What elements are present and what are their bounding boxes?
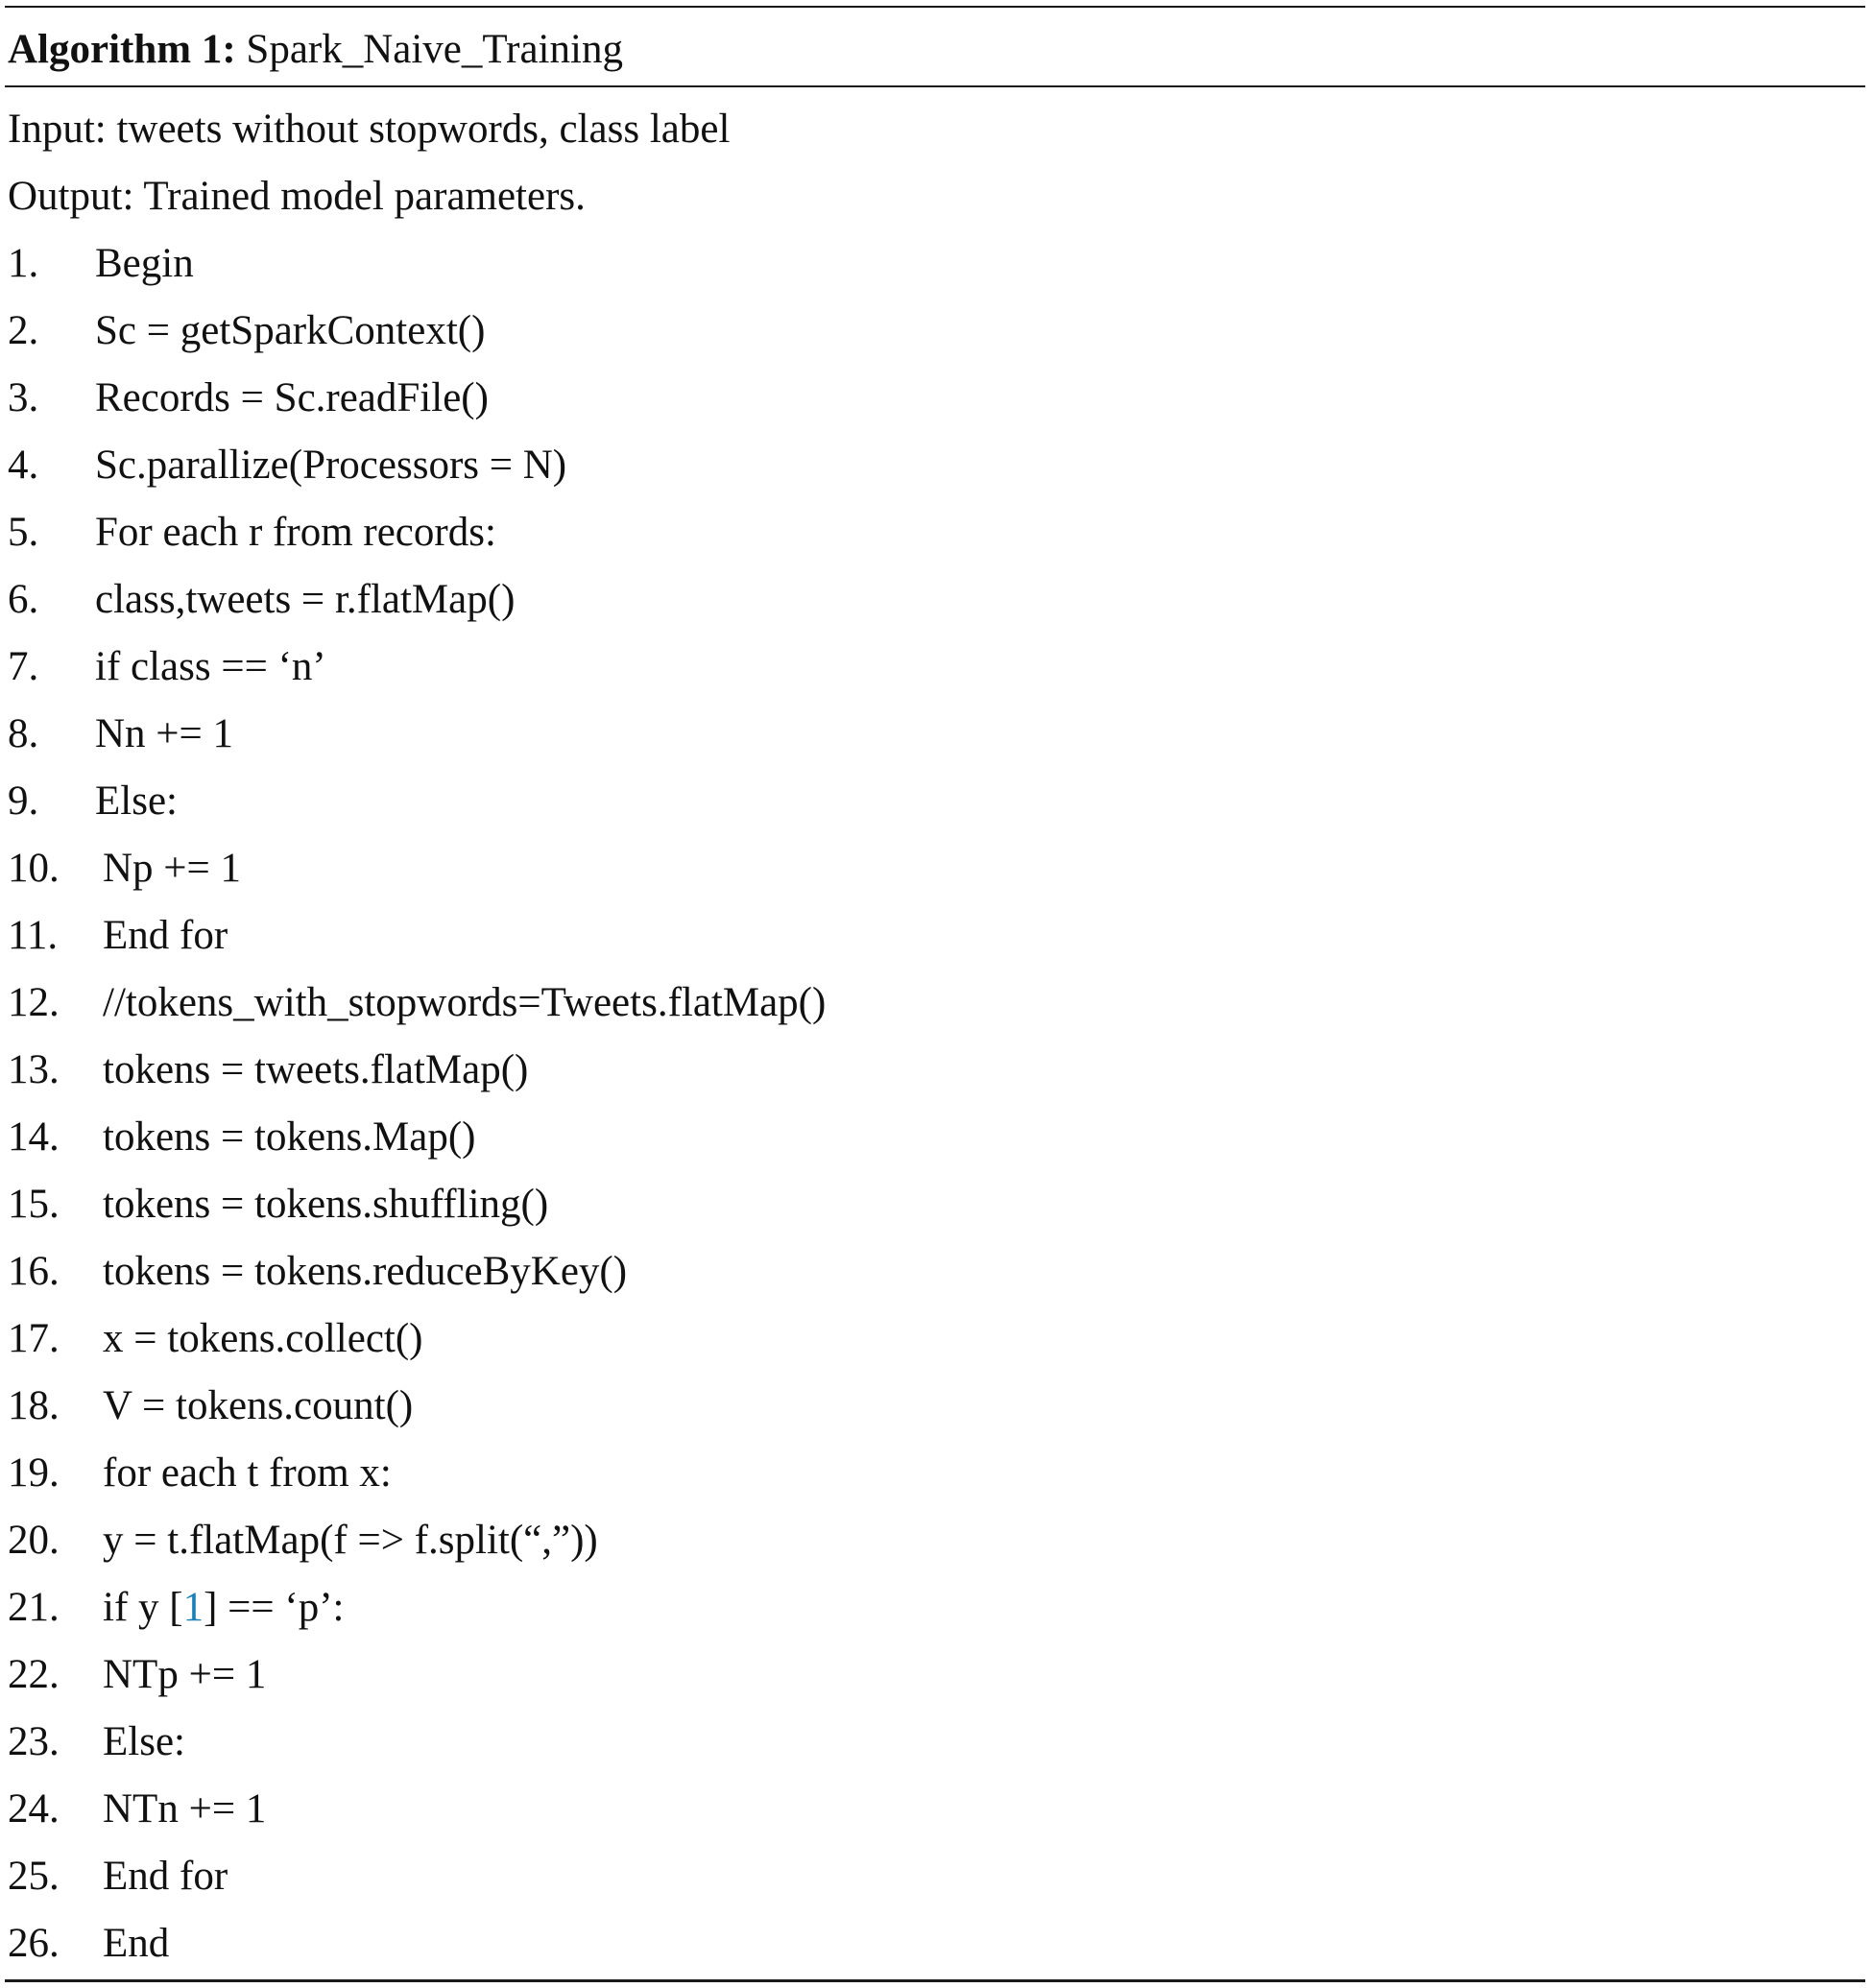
step-number: 1.	[8, 241, 39, 286]
step-text: Begin	[95, 241, 194, 286]
step-line	[8, 1238, 1860, 1305]
step-text: tokens = tokens.reduceByKey()	[103, 1249, 628, 1294]
step-text: End for	[103, 913, 228, 958]
step-number: 5.	[8, 510, 39, 555]
step-text: x = tokens.collect()	[103, 1316, 423, 1361]
step-line	[8, 1440, 1860, 1507]
step-text: Sc = getSparkContext()	[95, 308, 486, 353]
step-text: Else:	[103, 1719, 185, 1764]
step-number: 20.	[8, 1518, 60, 1563]
step-text: Records = Sc.readFile()	[95, 375, 489, 420]
step-line	[8, 1507, 1860, 1574]
output-line: Output: Trained model parameters.	[8, 174, 586, 219]
step-text-before: if y [	[103, 1585, 183, 1630]
step-line	[8, 902, 1860, 970]
step-line	[8, 1709, 1860, 1776]
step-line	[8, 365, 1860, 432]
bottom-rule	[5, 1979, 1865, 1982]
step-number: 21.	[8, 1585, 60, 1630]
step-line	[8, 1910, 1860, 1977]
step-number: 17.	[8, 1316, 60, 1361]
step-number: 23.	[8, 1719, 60, 1764]
step-line	[8, 1171, 1860, 1238]
step-line	[8, 499, 1860, 566]
step-number: 18.	[8, 1383, 60, 1428]
step-text-after: ] == ‘p’:	[204, 1585, 345, 1630]
step-text: //tokens_with_stopwords=Tweets.flatMap()	[103, 980, 827, 1025]
step-number: 6.	[8, 577, 39, 622]
step-line	[8, 835, 1860, 902]
reference-link[interactable]: 1	[182, 1585, 204, 1630]
algorithm-header	[8, 21, 623, 79]
input-line: Input: tweets without stopwords, class label	[8, 107, 731, 152]
step-number: 25.	[8, 1854, 60, 1899]
step-line	[8, 432, 1860, 499]
step-text: NTp += 1	[103, 1652, 267, 1697]
step-text: if class == ‘n’	[95, 644, 326, 689]
step-text: y = t.flatMap(f => f.split(“,”))	[103, 1518, 598, 1563]
step-text: tokens = tweets.flatMap()	[103, 1047, 529, 1092]
step-line	[8, 1776, 1860, 1843]
step-number: 9.	[8, 778, 39, 824]
step-text: class,tweets = r.flatMap()	[95, 577, 516, 622]
step-text	[103, 1574, 345, 1641]
step-number: 12.	[8, 980, 60, 1025]
step-number: 15.	[8, 1182, 60, 1227]
step-number: 7.	[8, 644, 39, 689]
step-line	[8, 1104, 1860, 1171]
step-text: For each r from records:	[95, 510, 496, 555]
step-line	[8, 701, 1860, 768]
step-text: End	[103, 1921, 170, 1966]
step-number: 4.	[8, 443, 39, 488]
step-line	[8, 768, 1860, 835]
step-line	[8, 566, 1860, 634]
step-text: Else:	[95, 778, 178, 824]
step-number: 8.	[8, 711, 39, 756]
step-number: 26.	[8, 1921, 60, 1966]
step-line	[8, 298, 1860, 365]
step-line	[8, 970, 1860, 1037]
step-text: NTn += 1	[103, 1786, 267, 1832]
algorithm-body	[8, 96, 1860, 1977]
step-text: tokens = tokens.shuffling()	[103, 1182, 549, 1227]
step-text: End for	[103, 1854, 228, 1899]
step-text: V = tokens.count()	[103, 1383, 414, 1428]
step-line	[8, 230, 1860, 298]
step-text: Nn += 1	[95, 711, 234, 756]
step-text: Sc.parallize(Processors = N)	[95, 443, 567, 488]
step-number: 22.	[8, 1652, 60, 1697]
step-text: Np += 1	[103, 846, 242, 891]
step-number: 19.	[8, 1450, 60, 1496]
step-line	[8, 1373, 1860, 1440]
step-line	[8, 1641, 1860, 1709]
step-number: 3.	[8, 375, 39, 420]
algorithm-name: Spark_Naive_Training	[246, 27, 623, 72]
step-number: 11.	[8, 913, 59, 958]
step-line	[8, 634, 1860, 701]
step-line	[8, 1305, 1860, 1373]
step-number: 14.	[8, 1114, 60, 1160]
step-number: 10.	[8, 846, 60, 891]
algorithm-label: Algorithm 1:	[8, 27, 236, 72]
step-line	[8, 1843, 1860, 1910]
step-line	[8, 1574, 1860, 1641]
top-rule	[5, 6, 1865, 8]
step-line	[8, 1037, 1860, 1104]
step-number: 24.	[8, 1786, 60, 1832]
step-text: for each t from x:	[103, 1450, 392, 1496]
header-rule	[5, 85, 1865, 87]
step-number: 2.	[8, 308, 39, 353]
step-text: tokens = tokens.Map()	[103, 1114, 476, 1160]
step-number: 13.	[8, 1047, 60, 1092]
step-number: 16.	[8, 1249, 60, 1294]
